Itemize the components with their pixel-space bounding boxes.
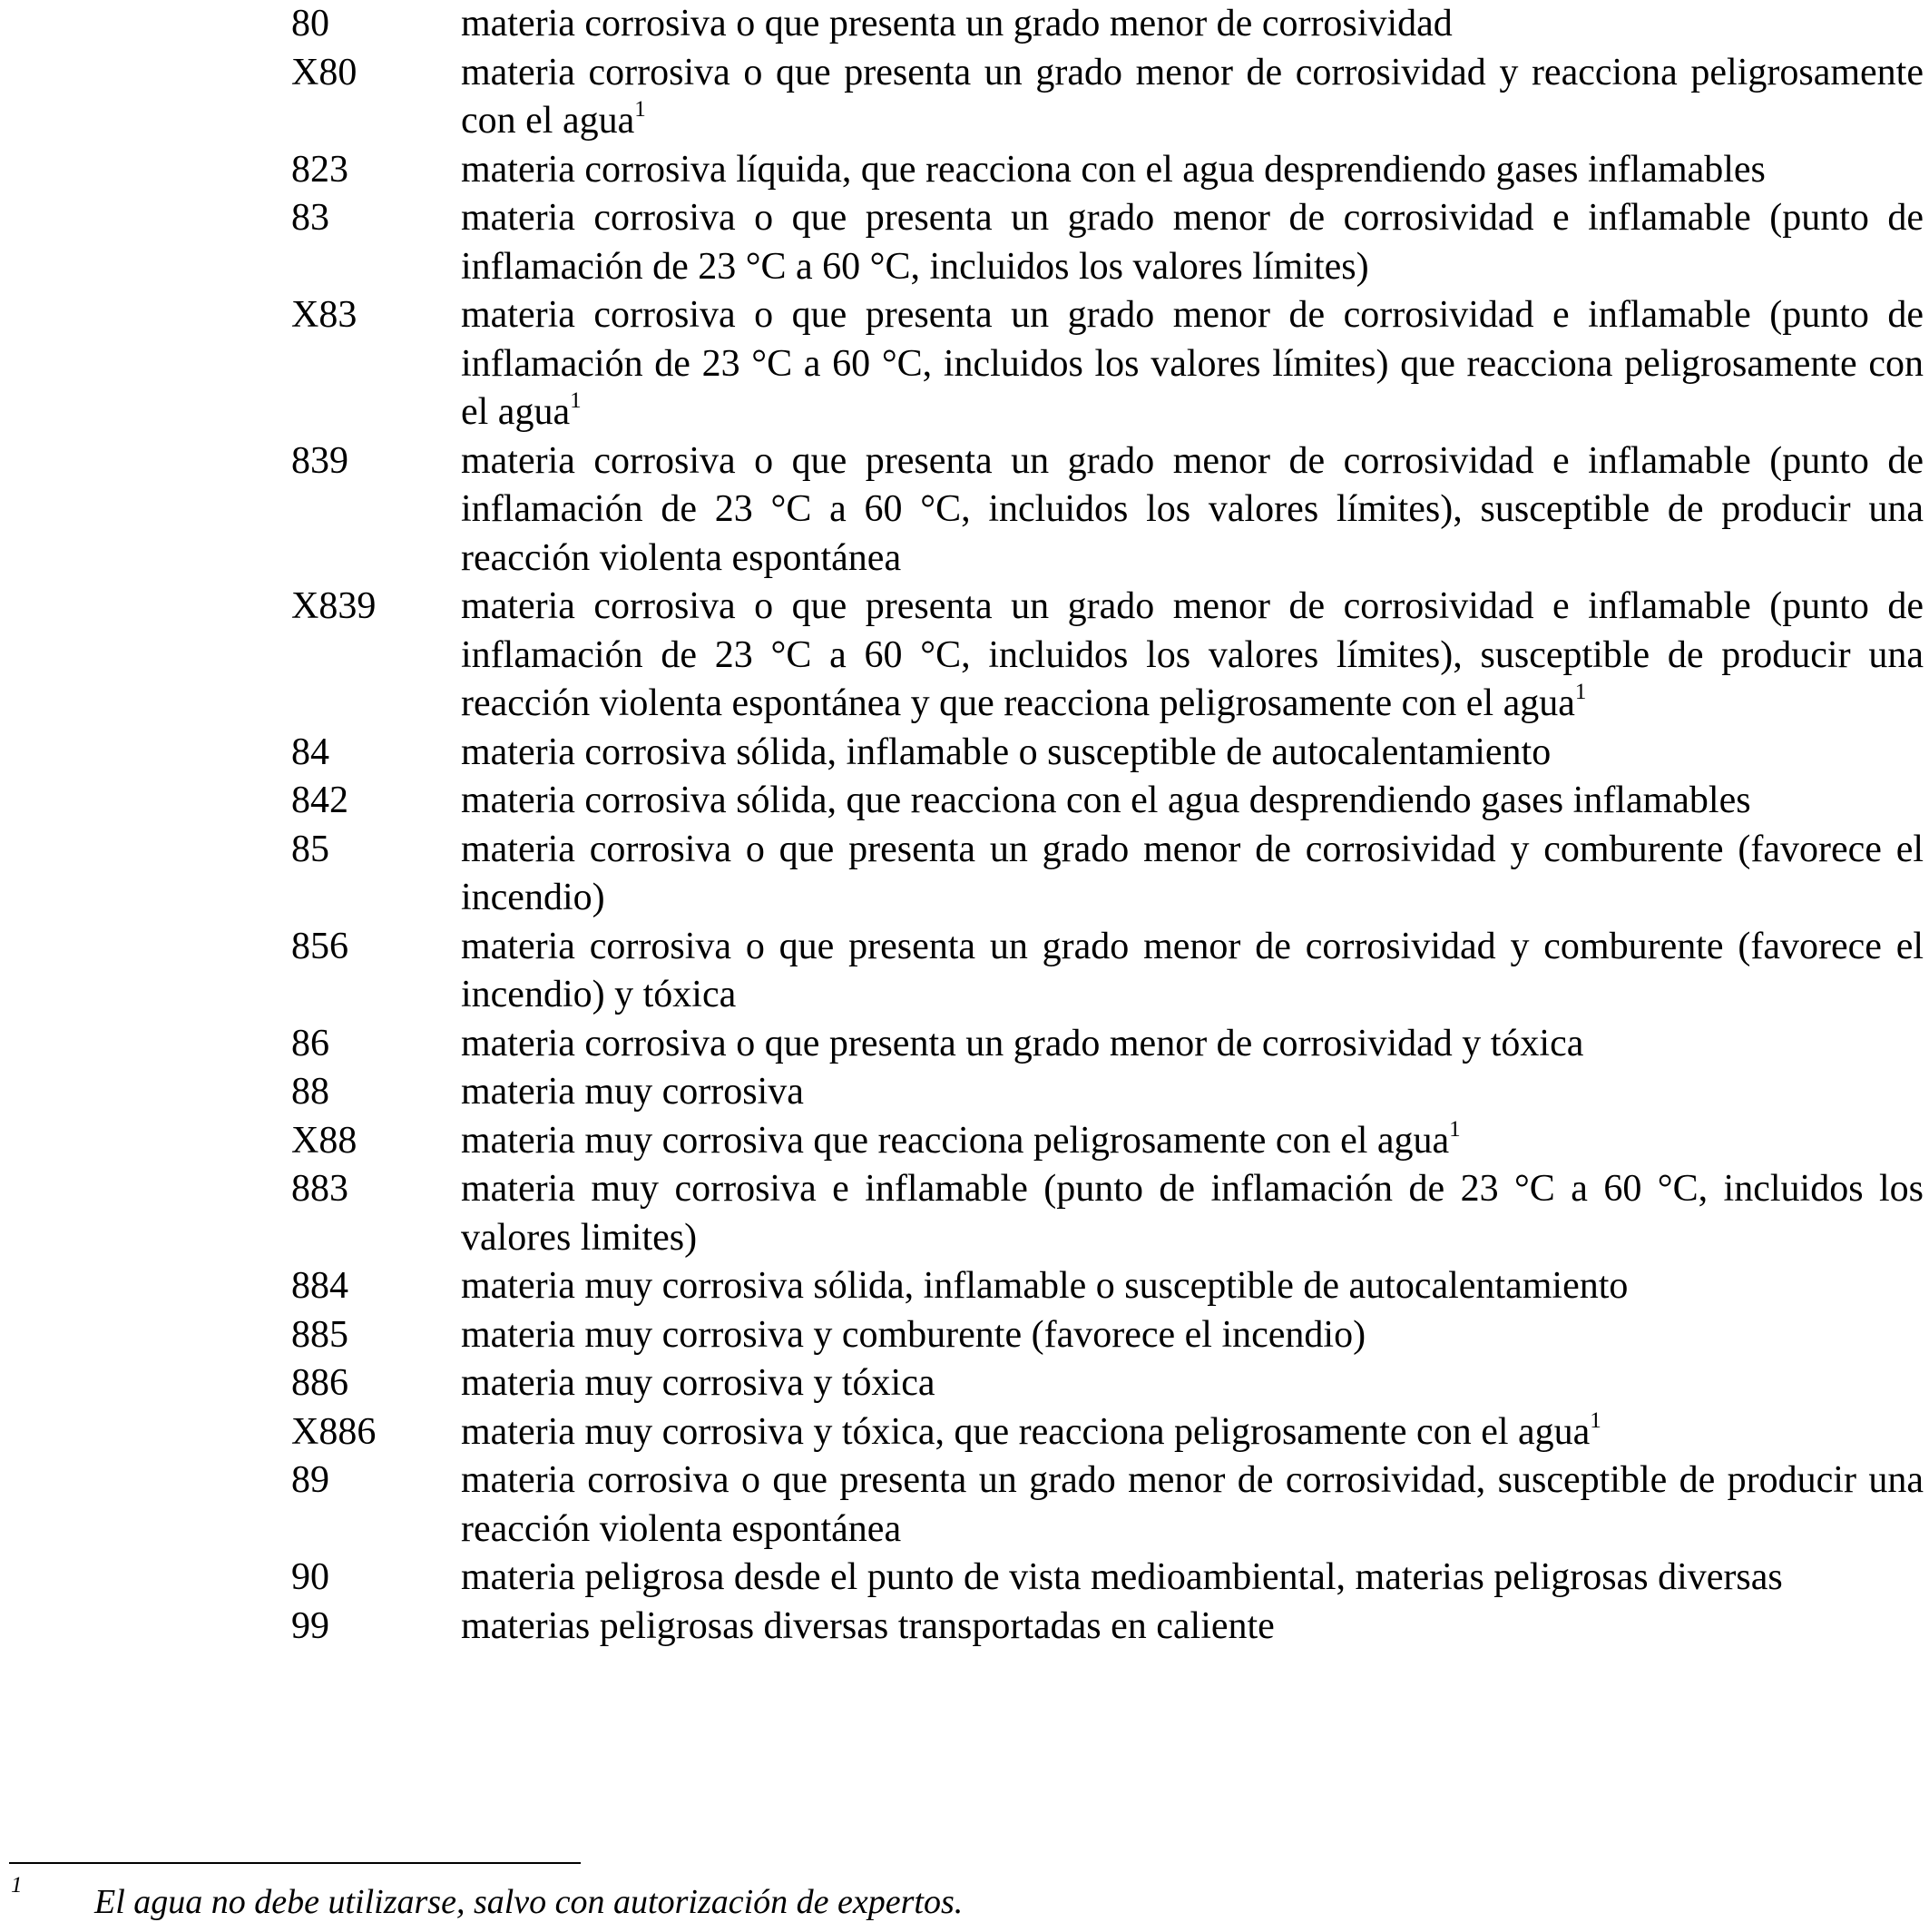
hazard-description: materia corrosiva o que presenta un grado menor de corrosividad e inflamable (punto de inflamación de 23 °C a 60 °C, incluidos los valores límites) que reacciona peligrosamente con el agua$^1$ [461,294,1924,433]
hazard-description: materia corrosiva o que presenta un grado menor de corrosividad [461,3,1453,44]
hazard-description: materia muy corrosiva y comburente (favorece el incendio) [461,1313,1366,1356]
hazard-description: materia corrosiva o que presenta un grado menor de corrosividad y comburente (favorece el incendio) [461,828,1924,918]
list-item [291,583,1924,729]
hazard-code: 885 [291,1313,348,1356]
list-item [291,49,1924,146]
footnote-text: El agua no debe utilizarse, salvo con autorización de expertos. [94,1883,964,1921]
footnote-reference: 1 [1449,1116,1461,1142]
hazard-code: 85 [291,828,329,870]
hazard-description: materia corrosiva o que presenta un grado menor de corrosividad e inflamable (punto de inflamación de 23 °C a 60 °C, incluidos los valores límites), susceptible de producir una reacción violenta espontánea [461,439,1924,579]
hazard-code: 883 [291,1168,348,1210]
list-item [291,826,1924,923]
hazard-description: materia corrosiva o que presenta un grado menor de corrosividad e inflamable (punto de inflamación de 23 °C a 60 °C, incluidos los valores límites) [461,197,1924,288]
list-item [291,1165,1924,1262]
hazard-description: materia muy corrosiva [461,1071,804,1113]
hazard-code: 84 [291,731,329,773]
hazard-description: materia corrosiva o que presenta un grado menor de corrosividad e inflamable (punto de inflamación de 23 °C a 60 °C, incluidos los valores límites), susceptible de producir una reacción violenta espontánea y que reacciona peligrosamente con el agua$^1$ [461,585,1924,724]
list-item [291,1554,1924,1603]
hazard-code: 884 [291,1265,348,1307]
hazard-description: materia corrosiva o que presenta un grado menor de corrosividad y tóxica [461,1022,1584,1064]
list-item [291,0,1924,49]
list-item [291,1262,1924,1311]
footnote-number: 1 [11,1873,23,1898]
list-item [291,777,1924,826]
list-item [291,1456,1924,1554]
hazard-description: materia muy corrosiva que reacciona peligrosamente con el agua$^1$ [461,1116,1461,1162]
list-item [291,291,1924,437]
footnote-separator [9,1862,581,1864]
hazard-description: materia peligrosa desde el punto de vista medioambiental, materias peligrosas diversas [461,1556,1783,1598]
hazard-code: 856 [291,925,348,967]
list-item [291,729,1924,778]
hazard-code: 86 [291,1022,329,1064]
footnote-reference: 1 [634,97,646,122]
list-item [291,437,1924,584]
hazard-code: 83 [291,197,329,239]
hazard-code-list [291,0,1924,1651]
list-item [291,1408,1924,1457]
hazard-description: materia muy corrosiva y tóxica, que reacciona peligrosamente con el agua$^1$ [461,1407,1601,1453]
hazard-code: X88 [291,1119,357,1162]
list-item [291,1020,1924,1069]
hazard-code: 90 [291,1556,329,1598]
hazard-description: materia corrosiva o que presenta un grado menor de corrosividad y reacciona peligrosamente con el agua$^1$ [461,51,1924,142]
list-item [291,923,1924,1020]
list-item [291,1068,1924,1117]
list-item [291,146,1924,195]
hazard-code: 886 [291,1362,348,1404]
hazard-description: materia corrosiva o que presenta un grado menor de corrosividad y comburente (favorece el incendio) y tóxica [461,925,1924,1015]
footnote-reference: 1 [1590,1407,1601,1433]
hazard-code: 99 [291,1604,329,1647]
footnote-reference: 1 [1574,680,1587,704]
list-item [291,194,1924,291]
hazard-code: 823 [291,148,348,191]
list-item [291,1603,1924,1652]
hazard-description: materia corrosiva o que presenta un grado menor de corrosividad, susceptible de producir una reacción violenta espontánea [461,1459,1924,1550]
list-item [291,1117,1924,1166]
hazard-code: 88 [291,1071,329,1113]
hazard-code: X886 [291,1410,377,1453]
hazard-code: X80 [291,51,357,93]
hazard-description: materia muy corrosiva y tóxica [461,1362,935,1404]
hazard-code: 839 [291,439,348,482]
hazard-code: X839 [291,585,377,627]
list-item [291,1359,1924,1408]
hazard-code: 842 [291,780,348,821]
hazard-description: materia corrosiva sólida, inflamable o susceptible de autocalentamiento [461,731,1552,773]
list-item [291,1311,1924,1360]
hazard-description: materia corrosiva sólida, que reacciona con el agua desprendiendo gases inflamables [461,780,1751,821]
hazard-description: materia corrosiva líquida, que reacciona con el agua desprendiendo gases inflamables [461,148,1766,191]
hazard-description: materia muy corrosiva sólida, inflamable o susceptible de autocalentamiento [461,1265,1629,1307]
hazard-code: X83 [291,294,357,336]
hazard-code: 89 [291,1459,329,1501]
hazard-code: 80 [291,3,329,44]
hazard-description: materia muy corrosiva e inflamable (punto de inflamación de 23 °C a 60 °C, incluidos los valores limites) [461,1168,1924,1259]
footnote-reference: 1 [570,388,582,413]
hazard-description: materias peligrosas diversas transportadas en caliente [461,1604,1275,1647]
